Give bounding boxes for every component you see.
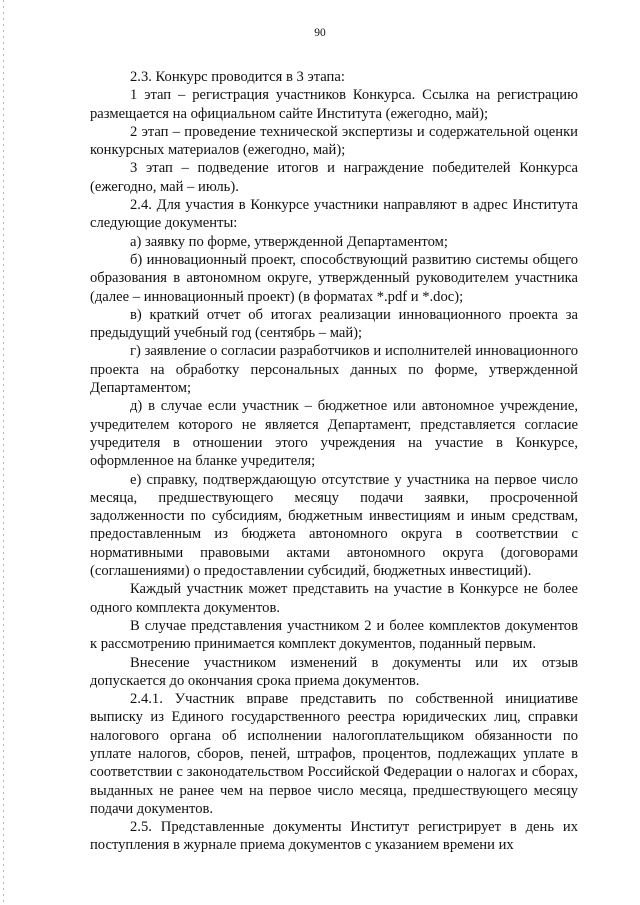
paragraph-item-g: г) заявление о согласии разработчиков и исполнителей инновационного проекта на обработку персональных данных по форме, утвержденной Департаментом;	[90, 343, 578, 397]
paragraph-2-3: 2.3. Конкурс проводится в 3 этапа:	[130, 69, 345, 85]
paragraph-item-b: б) инновационный проект, способствующий развитию системы общего образования в автономном округе, утвержденный руководителем участника (далее – инновационный проект) (в форматах *.pdf и *.doc);	[90, 251, 578, 305]
paragraph-2-4-1: 2.4.1. Участник вправе представить по собственной инициативе выписку из Единого государственного реестра юридических лиц, справки налогового органа об исполнении налогоплательщиком обязанности по уплате налогов, сборов, пеней, штрафов, процентов, подлежащих уплате в соответствии с законодательством Российской Федерации о налогах и сборах, выданных не ранее чем на первое число месяца, предшествующего месяцу подачи документов.	[90, 691, 578, 817]
paragraph-item-a: а) заявку по форме, утвержденной Департаментом;	[130, 233, 448, 250]
paragraph-stage-2: 2 этап – проведение технической экспертизы и содержательной оценки конкурсных материалов (ежегодно, май);	[90, 123, 578, 159]
paragraph-one-set: Каждый участник может представить на участие в Конкурсе не более одного комплекта документов.	[90, 581, 578, 616]
paragraph-stage-3: 3 этап – подведение итогов и награждение победителей Конкурса (ежегодно, май – июль).	[90, 160, 578, 195]
paragraph-stage-1: 1 этап – регистрация участников Конкурса. Ссылка на регистрацию размещается на официальном сайте Института (ежегодно, май);	[90, 87, 578, 122]
document-body	[90, 68, 578, 855]
paragraph-item-d: д) в случае если участник – бюджетное или автономное учреждение, учредителем которого не является Департамент, представляется согласие учредителя в отношении этого учреждения на участие в Конкурсе, оформленное на бланке учредителя;	[90, 398, 578, 470]
page-edge	[3, 0, 4, 905]
paragraph-2-5: 2.5. Представленные документы Институт регистрирует в день их поступления в журнале приема документов с указанием времени их	[90, 819, 578, 854]
paragraph-item-e: е) справку, подтверждающую отсутствие у участника на первое число месяца, предшествующего месяцу подачи заявки, просроченной задолженности по субсидиям, бюджетным инвестициям и иным средствам, предоставленным из бюджета автономного округа в соответствии с нормативными правовыми актами автономного округа (договорами (соглашениями) о предоставлении субсидий, бюджетных инвестиций).	[90, 471, 578, 580]
paragraph-item-v: в) краткий отчет об итогах реализации инновационного проекта за предыдущий учебный год (сентябрь – май);	[90, 306, 578, 342]
paragraph-changes: Внесение участником изменений в документы или их отзыв допускается до окончания срока приема документов.	[90, 654, 578, 689]
page-number: 90	[314, 27, 326, 39]
paragraph-multiple-sets: В случае представления участником 2 и более комплектов документов к рассмотрению принимается комплект документов, поданный первым.	[90, 617, 578, 653]
paragraph-2-4: 2.4. Для участия в Конкурсе участники направляют в адрес Института следующие документы:	[90, 197, 578, 232]
